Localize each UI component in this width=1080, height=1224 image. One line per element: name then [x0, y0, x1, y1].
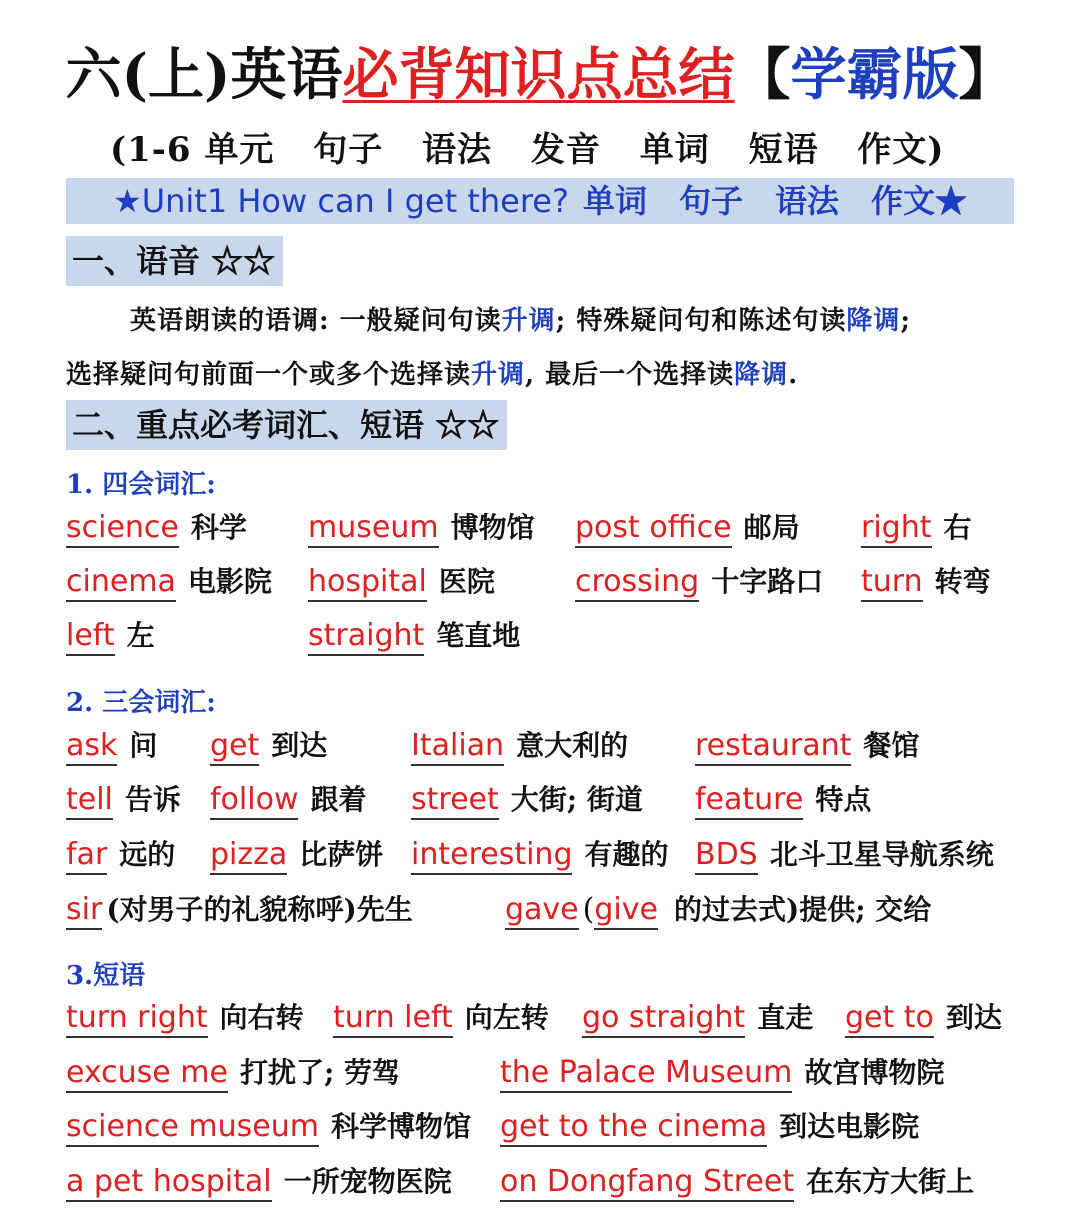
phrase-zh: 到达 [945, 1001, 1002, 1034]
vocab-en: turn [861, 564, 923, 602]
page-title [0, 40, 1080, 110]
vocab-item [695, 835, 994, 875]
vocab-en: street [411, 782, 499, 820]
phrase-item [66, 1107, 471, 1147]
vocab-en: far [66, 837, 107, 875]
phrase-zh: 到达电影院 [779, 1110, 920, 1143]
phrase-zh: 直走 [757, 1001, 814, 1034]
subtitle-item: 短语 [748, 130, 819, 170]
subtitle-item: 作文) [857, 130, 945, 170]
phrase-item [500, 1107, 919, 1147]
phrase-zh: 向左转 [464, 1001, 549, 1034]
text: 英语朗读的语调: 一般疑问句读 [130, 306, 502, 336]
phrase-en: get to [845, 1000, 934, 1038]
vocab-item [210, 726, 327, 766]
vocab-item [66, 890, 413, 930]
vocab-item [505, 890, 931, 930]
section-heading-pronunciation: 一、语音 ☆☆ [66, 236, 283, 286]
vocab-en: follow [210, 782, 298, 820]
vocab-item [66, 508, 247, 548]
phrase-item [66, 1053, 400, 1093]
vocab-en: straight [308, 618, 424, 656]
vocab-zh: 右 [943, 511, 972, 544]
intonation-paragraph-line2 [66, 354, 798, 391]
vocab-en: sir [66, 892, 102, 930]
vocab-item [308, 508, 535, 548]
vocab-zh: 告诉 [124, 783, 181, 816]
highlight: 升调 [471, 360, 526, 390]
phrase-item [845, 998, 1002, 1038]
four-skill-label: 1. 四会词汇: [66, 470, 216, 500]
vocab-en: cinema [66, 564, 176, 602]
vocab-en: give [594, 892, 658, 930]
vocab-item [66, 780, 181, 820]
vocab-zh: 转弯 [934, 565, 991, 598]
phrase-zh: 打扰了; 劳驾 [239, 1056, 401, 1089]
phrase-item [500, 1162, 974, 1202]
vocab-en: post office [575, 510, 732, 548]
subtitle [110, 122, 971, 171]
vocab-en: science [66, 510, 179, 548]
vocab-zh: 到达 [271, 729, 328, 762]
vocab-zh: 有趣的 [584, 838, 669, 871]
text: 选择疑问句前面一个或多个选择读 [66, 360, 472, 390]
highlight: 降调 [846, 306, 901, 336]
subtitle-item: (1-6 单元 [110, 130, 275, 170]
phrase-en: get to the cinema [500, 1109, 767, 1147]
vocab-zh: 比萨饼 [299, 838, 384, 871]
phrase-en: excuse me [66, 1055, 228, 1093]
phrase-label: 3.短语 [66, 961, 146, 991]
vocab-item [575, 562, 823, 602]
vocab-zh: 左 [126, 619, 155, 652]
text: , 最后一个选择读 [525, 360, 735, 390]
vocab-item [210, 780, 367, 820]
title-bracket-open: 【 [734, 42, 791, 108]
vocab-en: museum [308, 510, 439, 548]
vocab-en: feature [695, 782, 803, 820]
subtitle-item: 发音 [530, 130, 601, 170]
vocab-zh: 餐馆 [863, 729, 920, 762]
vocab-en: BDS [695, 837, 758, 875]
phrase-item [582, 998, 813, 1038]
vocab-en: crossing [575, 564, 699, 602]
vocab-en: interesting [411, 837, 572, 875]
vocab-item [66, 835, 175, 875]
vocab-zh: 跟着 [310, 783, 367, 816]
vocab-en: Italian [411, 728, 504, 766]
phrase-en: the Palace Museum [500, 1055, 792, 1093]
vocab-item [411, 780, 643, 820]
vocab-en: left [66, 618, 115, 656]
paren: ( [582, 892, 595, 927]
intonation-paragraph-line1 [130, 300, 911, 337]
three-skill-label: 2. 三会词汇: [66, 688, 216, 718]
vocab-item [411, 835, 669, 875]
vocab-item [308, 616, 520, 656]
vocab-en: restaurant [695, 728, 851, 766]
vocab-en: get [210, 728, 259, 766]
vocab-item [66, 616, 155, 656]
vocab-item [308, 562, 495, 602]
vocab-item [411, 726, 628, 766]
subtitle-item: 单词 [639, 130, 710, 170]
phrase-item [66, 998, 304, 1038]
vocab-en: ask [66, 728, 117, 766]
phrase-zh: 故宫博物院 [804, 1056, 945, 1089]
phrase-item [500, 1053, 944, 1093]
highlight: 降调 [734, 360, 789, 390]
highlight: 升调 [501, 306, 556, 336]
title-edition: 学霸版 [790, 42, 959, 108]
vocab-item [66, 562, 272, 602]
phrase-en: on Dongfang Street [500, 1164, 794, 1202]
vocab-item [575, 508, 800, 548]
phrase-item [333, 998, 549, 1038]
title-bracket-close: 】 [958, 42, 1015, 108]
vocab-item [695, 726, 919, 766]
vocab-en: gave [505, 892, 579, 930]
vocab-item [861, 508, 972, 548]
vocab-zh: 笔直地 [436, 619, 521, 652]
vocab-zh: 北斗卫星导航系统 [769, 838, 994, 871]
vocab-zh: 科学 [190, 511, 247, 544]
vocab-zh: 大街; 街道 [510, 783, 643, 816]
vocab-item [861, 562, 991, 602]
vocab-zh: 博物馆 [450, 511, 535, 544]
vocab-zh: 医院 [438, 565, 495, 598]
phrase-en: turn left [333, 1000, 453, 1038]
vocab-item [210, 835, 383, 875]
vocab-zh: 特点 [815, 783, 872, 816]
phrase-zh: 科学博物馆 [330, 1110, 471, 1143]
section-heading-vocabulary: 二、重点必考词汇、短语 ☆☆ [66, 400, 507, 450]
text: ; [900, 306, 911, 336]
unit-title: ★Unit1 How can I get there? [113, 182, 569, 220]
vocab-zh: 十字路口 [711, 565, 824, 598]
vocab-zh: 问 [129, 729, 158, 762]
phrase-zh: 在东方大街上 [806, 1165, 975, 1198]
unit-banner [66, 178, 1014, 224]
phrase-en: a pet hospital [66, 1164, 272, 1202]
phrase-en: go straight [582, 1000, 745, 1038]
vocab-zh: 邮局 [743, 511, 800, 544]
vocab-en: right [861, 510, 932, 548]
vocab-zh: 意大利的 [516, 729, 629, 762]
title-highlight: 必背知识点总结 [342, 42, 735, 108]
vocab-en: pizza [210, 837, 287, 875]
phrase-en: turn right [66, 1000, 208, 1038]
phrase-en: science museum [66, 1109, 319, 1147]
vocab-zh: (对男子的礼貌称呼)先生 [106, 893, 413, 926]
vocab-item [695, 780, 871, 820]
subtitle-item: 语法 [422, 130, 493, 170]
phrase-zh: 一所宠物医院 [283, 1165, 452, 1198]
vocab-en: tell [66, 782, 113, 820]
title-prefix: 六(上)英语 [65, 42, 343, 108]
subtitle-item: 句子 [313, 130, 384, 170]
text: . [788, 360, 799, 390]
phrase-item [66, 1162, 452, 1202]
vocab-zh: 的过去式)提供; 交给 [673, 893, 932, 926]
unit-topics: 单词 句子 语法 作文★ [582, 182, 967, 220]
vocab-zh: 电影院 [187, 565, 272, 598]
text: ; 特殊疑问句和陈述句读 [555, 306, 847, 336]
vocab-en: hospital [308, 564, 427, 602]
vocab-zh: 远的 [119, 838, 176, 871]
vocab-item [66, 726, 157, 766]
phrase-zh: 向右转 [219, 1001, 304, 1034]
